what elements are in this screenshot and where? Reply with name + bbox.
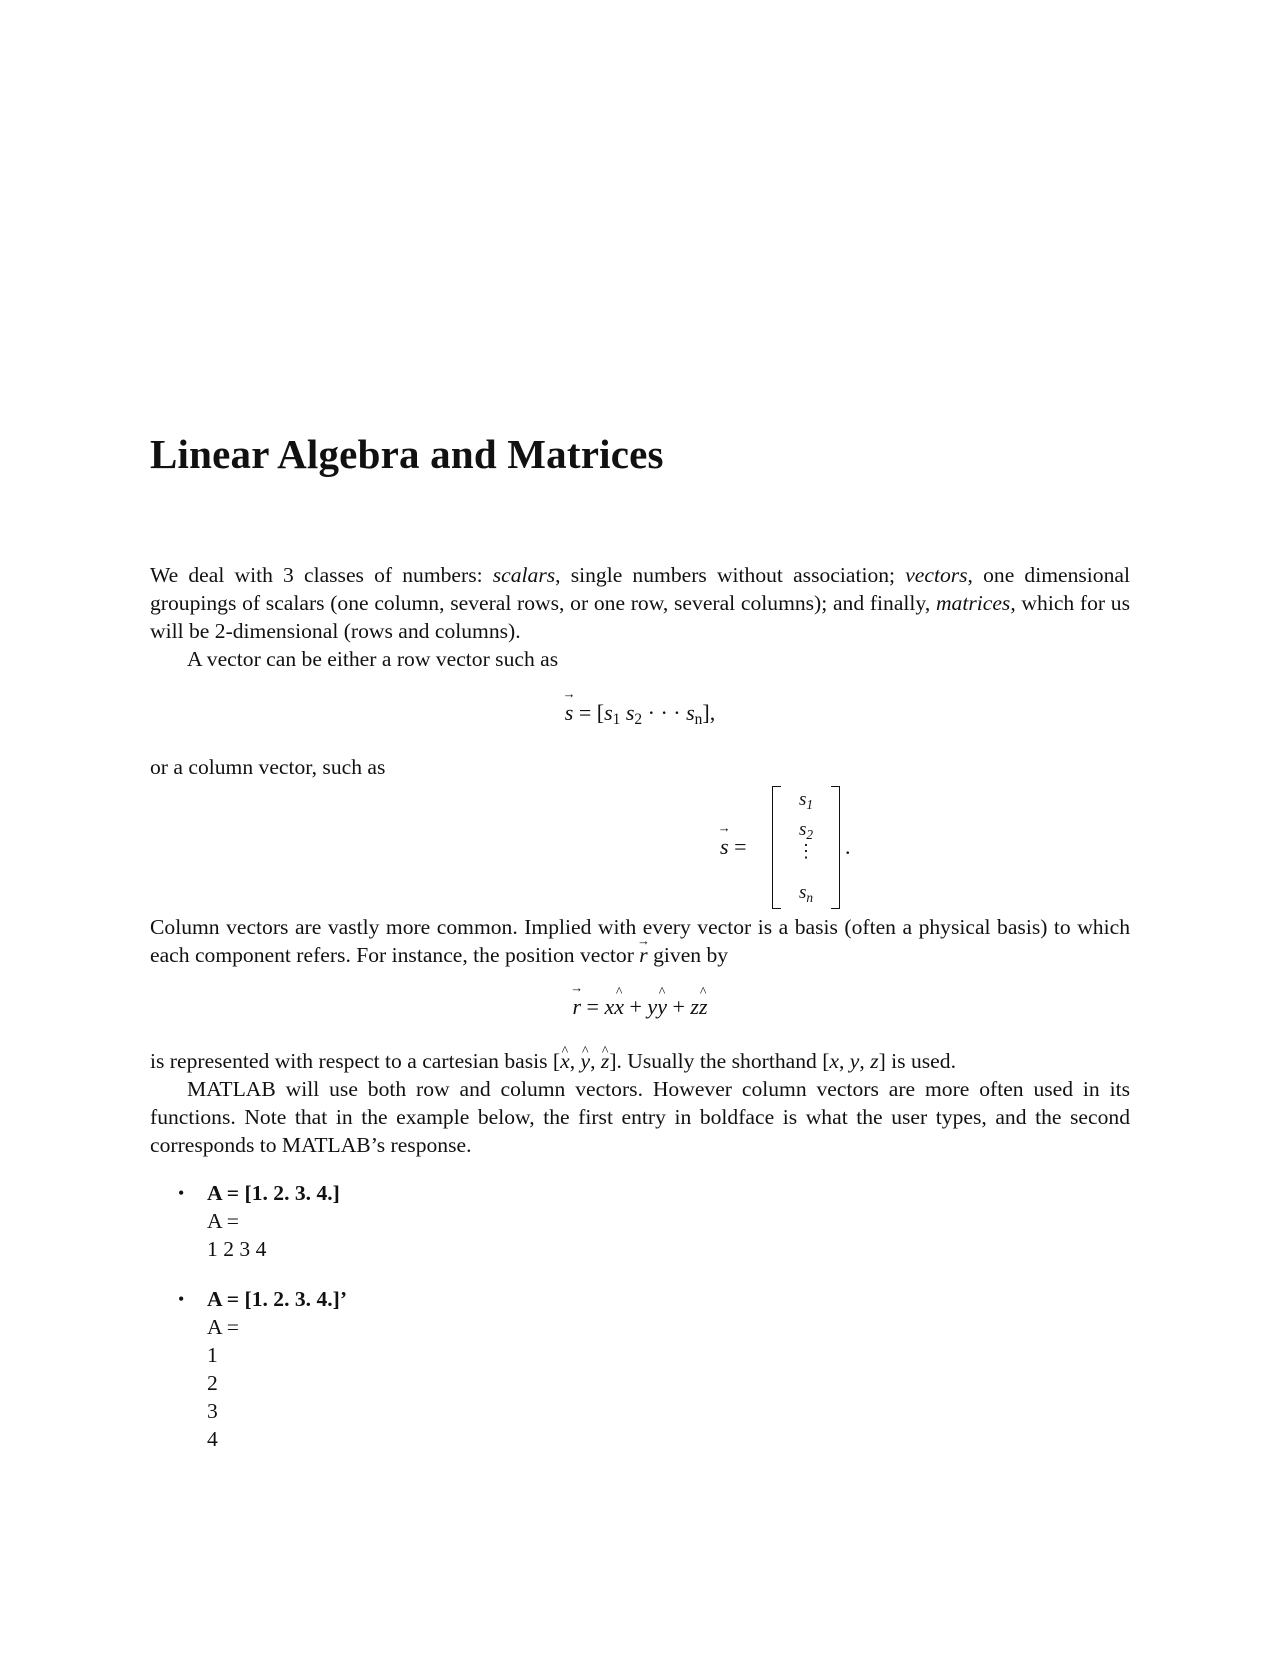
col-entry-n <box>780 882 832 906</box>
matlab-paragraph: MATLAB will use both row and column vectors. However column vectors are more often used in its functions. Note that in the example below, the first entry in boldface is what the user types, and the second corresponds to MATLAB’s response. <box>150 1077 1130 1158</box>
basis-paragraph <box>150 913 1130 969</box>
col-entry-n-var: s <box>798 882 807 903</box>
col-entry-n-sub: n <box>806 890 814 905</box>
col-eq-period: . <box>845 834 851 859</box>
page <box>150 0 1130 1656</box>
col-entry-2-var: s <box>798 819 807 840</box>
pos-eq-equals: = <box>586 994 599 1019</box>
col-entry-1-var: s <box>798 789 807 810</box>
basis-text-2: given by <box>647 943 729 968</box>
inline-xhat: x ^ <box>560 1047 570 1075</box>
chapter-title: Linear Algebra and Matrices <box>150 431 664 477</box>
cartesian-text-3: ] is used. <box>878 1049 956 1073</box>
pos-eq-y: y <box>647 994 658 1019</box>
col-entry-2-sub: 2 <box>806 827 814 842</box>
example-output-line: 4 <box>207 1427 218 1451</box>
cartesian-text-2: ]. Usually the shorthand [ <box>609 1049 830 1073</box>
eq-sn-sub: n <box>694 711 703 728</box>
intro-paragraph <box>150 561 1130 646</box>
eq-comma: , <box>709 700 716 725</box>
eq-s1: s <box>604 700 613 725</box>
pos-eq-yhat: y ^ <box>657 994 667 1020</box>
eq-close-bracket: ] <box>702 700 710 725</box>
col-entry-2 <box>780 819 832 843</box>
position-vector-equation <box>150 994 1130 1020</box>
term-scalars: scalars <box>492 563 556 587</box>
inline-x: x <box>829 1049 839 1073</box>
col-eq-equals: = <box>734 834 747 859</box>
bullet-icon: • <box>178 1183 185 1203</box>
col-eq-s: s → <box>720 834 729 860</box>
col-entry-1-sub: 1 <box>806 797 814 812</box>
inline-sep-4: , <box>859 1049 871 1073</box>
pos-eq-zhat: z ^ <box>699 994 708 1020</box>
eq-s2-sub: 2 <box>634 711 643 728</box>
column-vector-intro: or a column vector, such as <box>150 755 386 779</box>
example-output-line: 3 <box>207 1399 218 1423</box>
eq-s2: s <box>625 700 635 725</box>
pos-eq-r: r → <box>572 994 581 1020</box>
row-vector-intro: A vector can be either a row vector such as <box>187 647 559 671</box>
inline-yhat: y ^ <box>581 1047 591 1075</box>
row-vector-equation <box>150 700 1130 729</box>
eq-sn: s <box>686 700 695 725</box>
bullet-icon: • <box>178 1289 185 1309</box>
col-entry-1 <box>780 789 832 813</box>
pos-eq-xhat: x ^ <box>614 994 624 1020</box>
example-output-line: 1 2 3 4 <box>207 1237 267 1261</box>
inline-zhat: z ^ <box>601 1047 609 1075</box>
eq-dots: · · · <box>647 700 681 725</box>
pos-eq-plus-2: + <box>672 994 685 1019</box>
cartesian-paragraph <box>150 1047 1130 1075</box>
example-output-line: 1 <box>207 1343 218 1367</box>
intro-text-3: , one dimensional groupings of scalars (one column, several rows, or one row, several columns); and finally, <box>150 563 1130 616</box>
example-output-line: A = <box>207 1315 239 1339</box>
example-output-line: A = <box>207 1209 239 1233</box>
right-bracket <box>831 786 840 909</box>
inline-sep-2: , <box>590 1049 601 1073</box>
intro-text-1: We deal with 3 classes of numbers: <box>150 563 493 587</box>
eq-s1-sub: 1 <box>612 711 621 728</box>
term-vectors: vectors <box>905 563 968 587</box>
inline-r-vector: r → <box>639 941 647 969</box>
inline-sep-3: , <box>839 1049 850 1073</box>
eq-equals: = <box>578 700 592 725</box>
eq-open-bracket: [ <box>596 700 605 725</box>
example-command: A = [1. 2. 3. 4.] <box>207 1181 340 1205</box>
eq-lhs-s: s → <box>565 700 574 726</box>
inline-z: z <box>870 1049 879 1073</box>
pos-eq-x: x <box>604 994 615 1019</box>
inline-y: y <box>849 1049 860 1073</box>
cartesian-text-1: is represented with respect to a cartesian basis [ <box>150 1049 561 1073</box>
intro-text-4: , which for us will be 2-dimensional (rows and columns). <box>150 591 1130 644</box>
pos-eq-plus-1: + <box>629 994 642 1019</box>
basis-text-1: Column vectors are vastly more common. Implied with every vector is a basis (often a physical basis) to which each component refers. For instance, the position vector <box>150 915 1130 968</box>
inline-sep-1: , <box>569 1049 581 1073</box>
example-command: A = [1. 2. 3. 4.]’ <box>207 1287 348 1311</box>
col-eq-lhs <box>720 834 746 860</box>
term-matrices: matrices <box>935 591 1011 616</box>
example-output-line: 2 <box>207 1371 218 1395</box>
col-entry-vdots: ⋮ <box>797 841 815 861</box>
column-vector-equation <box>550 782 850 912</box>
pos-eq-z: z <box>690 994 699 1019</box>
intro-text-2: , single numbers without association; <box>555 563 906 587</box>
